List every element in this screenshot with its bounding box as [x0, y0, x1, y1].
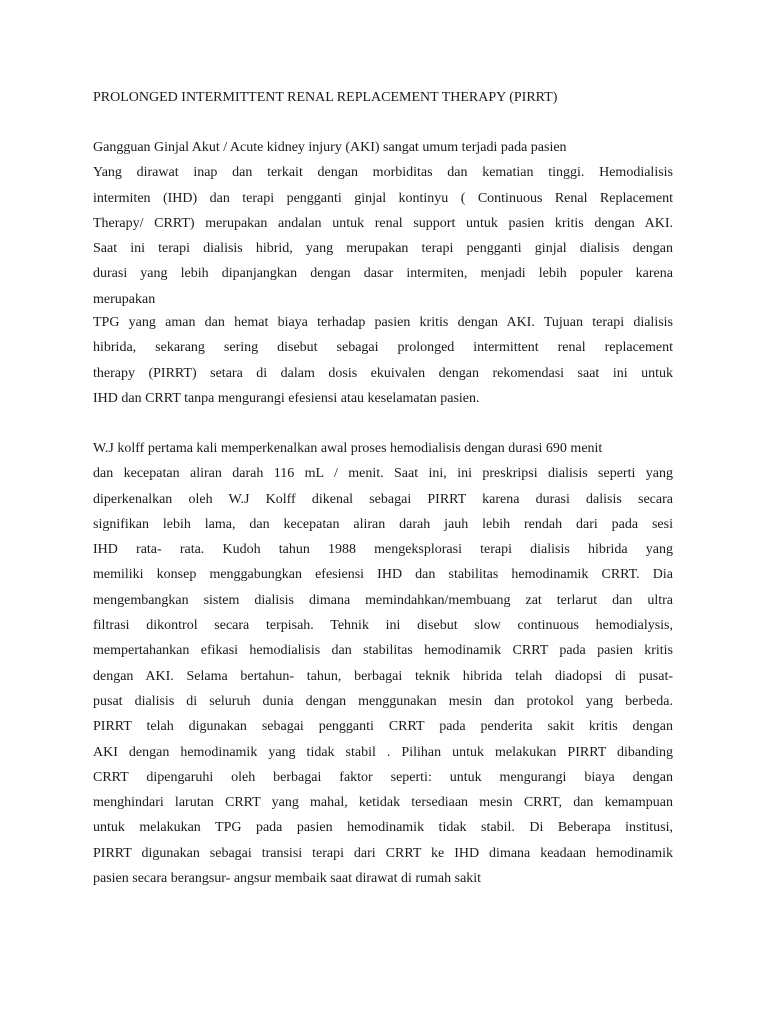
text-line: diperkenalkan oleh W.J Kolff dikenal sebagai PIRRT karena durasi dalisis secara	[93, 491, 673, 507]
text-line: AKI dengan hemodinamik yang tidak stabil . Pilihan untuk melakukan PIRRT dibanding	[93, 744, 673, 760]
text-line: TPG yang aman dan hemat biaya terhadap pasien kritis dengan AKI. Tujuan terapi dialisis	[93, 315, 673, 330]
text-line: menghindari larutan CRRT yang mahal, ketidak tersediaan mesin CRRT, dan kemampuan	[93, 795, 673, 811]
text-line: pusat dialisis di seluruh dunia dengan menggunakan mesin dan protokol yang berbeda.	[93, 693, 673, 709]
text-line: PIRRT telah digunakan sebagai pengganti CRRT pada penderita sakit kritis dengan	[93, 719, 673, 735]
text-line: signifikan lebih lama, dan kecepatan aliran darah jauh lebih rendah dari pada sesi	[93, 516, 673, 532]
text-line: intermiten (IHD) dan terapi pengganti ginjal kontinyu ( Continuous Renal Replacement	[93, 190, 673, 206]
text-line: PIRRT digunakan sebagai transisi terapi dari CRRT ke IHD dimana keadaan hemodinamik	[93, 845, 673, 861]
text-line: durasi yang lebih dipanjangkan dengan dasar intermiten, menjadi lebih populer karena	[93, 266, 673, 282]
document-title: PROLONGED INTERMITTENT RENAL REPLACEMENT THERAPY (PIRRT)	[93, 90, 558, 105]
text-line: Saat ini terapi dialisis hibrid, yang merupakan terapi pengganti ginjal dialisis dengan	[93, 241, 673, 257]
paragraph-2	[93, 310, 673, 411]
text-line: merupakan	[93, 291, 156, 307]
text-line: mempertahankan efikasi hemodialisis dan stabilitas hemodinamik CRRT pada pasien kritis	[93, 643, 673, 659]
text-line: Gangguan Ginjal Akut / Acute kidney injury (AKI) sangat umum terjadi pada pasien	[93, 140, 567, 155]
paragraph-3	[93, 436, 673, 891]
text-line: dengan AKI. Selama bertahun- tahun, berbagai teknik hibrida telah diadopsi di pusat-	[93, 668, 673, 684]
text-line: hibrida, sekarang sering disebut sebagai prolonged intermittent renal replacement	[93, 340, 673, 356]
text-line: untuk melakukan TPG pada pasien hemodinamik tidak stabil. Di Beberapa institusi,	[93, 820, 673, 836]
text-line: mengembangkan sistem dialisis dimana memindahkan/membuang zat terlarut dan ultra	[93, 592, 673, 608]
text-line: memiliki konsep menggabungkan efesiensi IHD dan stabilitas hemodinamik CRRT. Dia	[93, 567, 673, 583]
text-line: IHD dan CRRT tanpa mengurangi efesiensi atau keselamatan pasien.	[93, 390, 480, 406]
text-line: Yang dirawat inap dan terkait dengan morbiditas dan kematian tinggi. Hemodialisis	[93, 165, 673, 181]
text-line: IHD rata- rata. Kudoh tahun 1988 mengeksplorasi terapi dialisis hibrida yang	[93, 542, 673, 558]
paragraph-1	[93, 135, 673, 312]
text-line: CRRT dipengaruhi oleh berbagai faktor seperti: untuk mengurangi biaya dengan	[93, 769, 673, 785]
text-line: dan kecepatan aliran darah 116 mL / menit. Saat ini, ini preskripsi dialisis seperti yang	[93, 466, 673, 482]
text-line: therapy (PIRRT) setara di dalam dosis ekuivalen dengan rekomendasi saat ini untuk	[93, 365, 673, 381]
text-line: filtrasi dikontrol secara terpisah. Tehnik ini disebut slow continuous hemodialysis,	[93, 618, 673, 634]
text-line: W.J kolff pertama kali memperkenalkan awal proses hemodialisis dengan durasi 690 menit	[93, 441, 603, 456]
text-line: Therapy/ CRRT) merupakan andalan untuk renal support untuk pasien kritis dengan AKI.	[93, 215, 673, 231]
text-line: pasien secara berangsur- angsur membaik saat dirawat di rumah sakit	[93, 871, 482, 887]
